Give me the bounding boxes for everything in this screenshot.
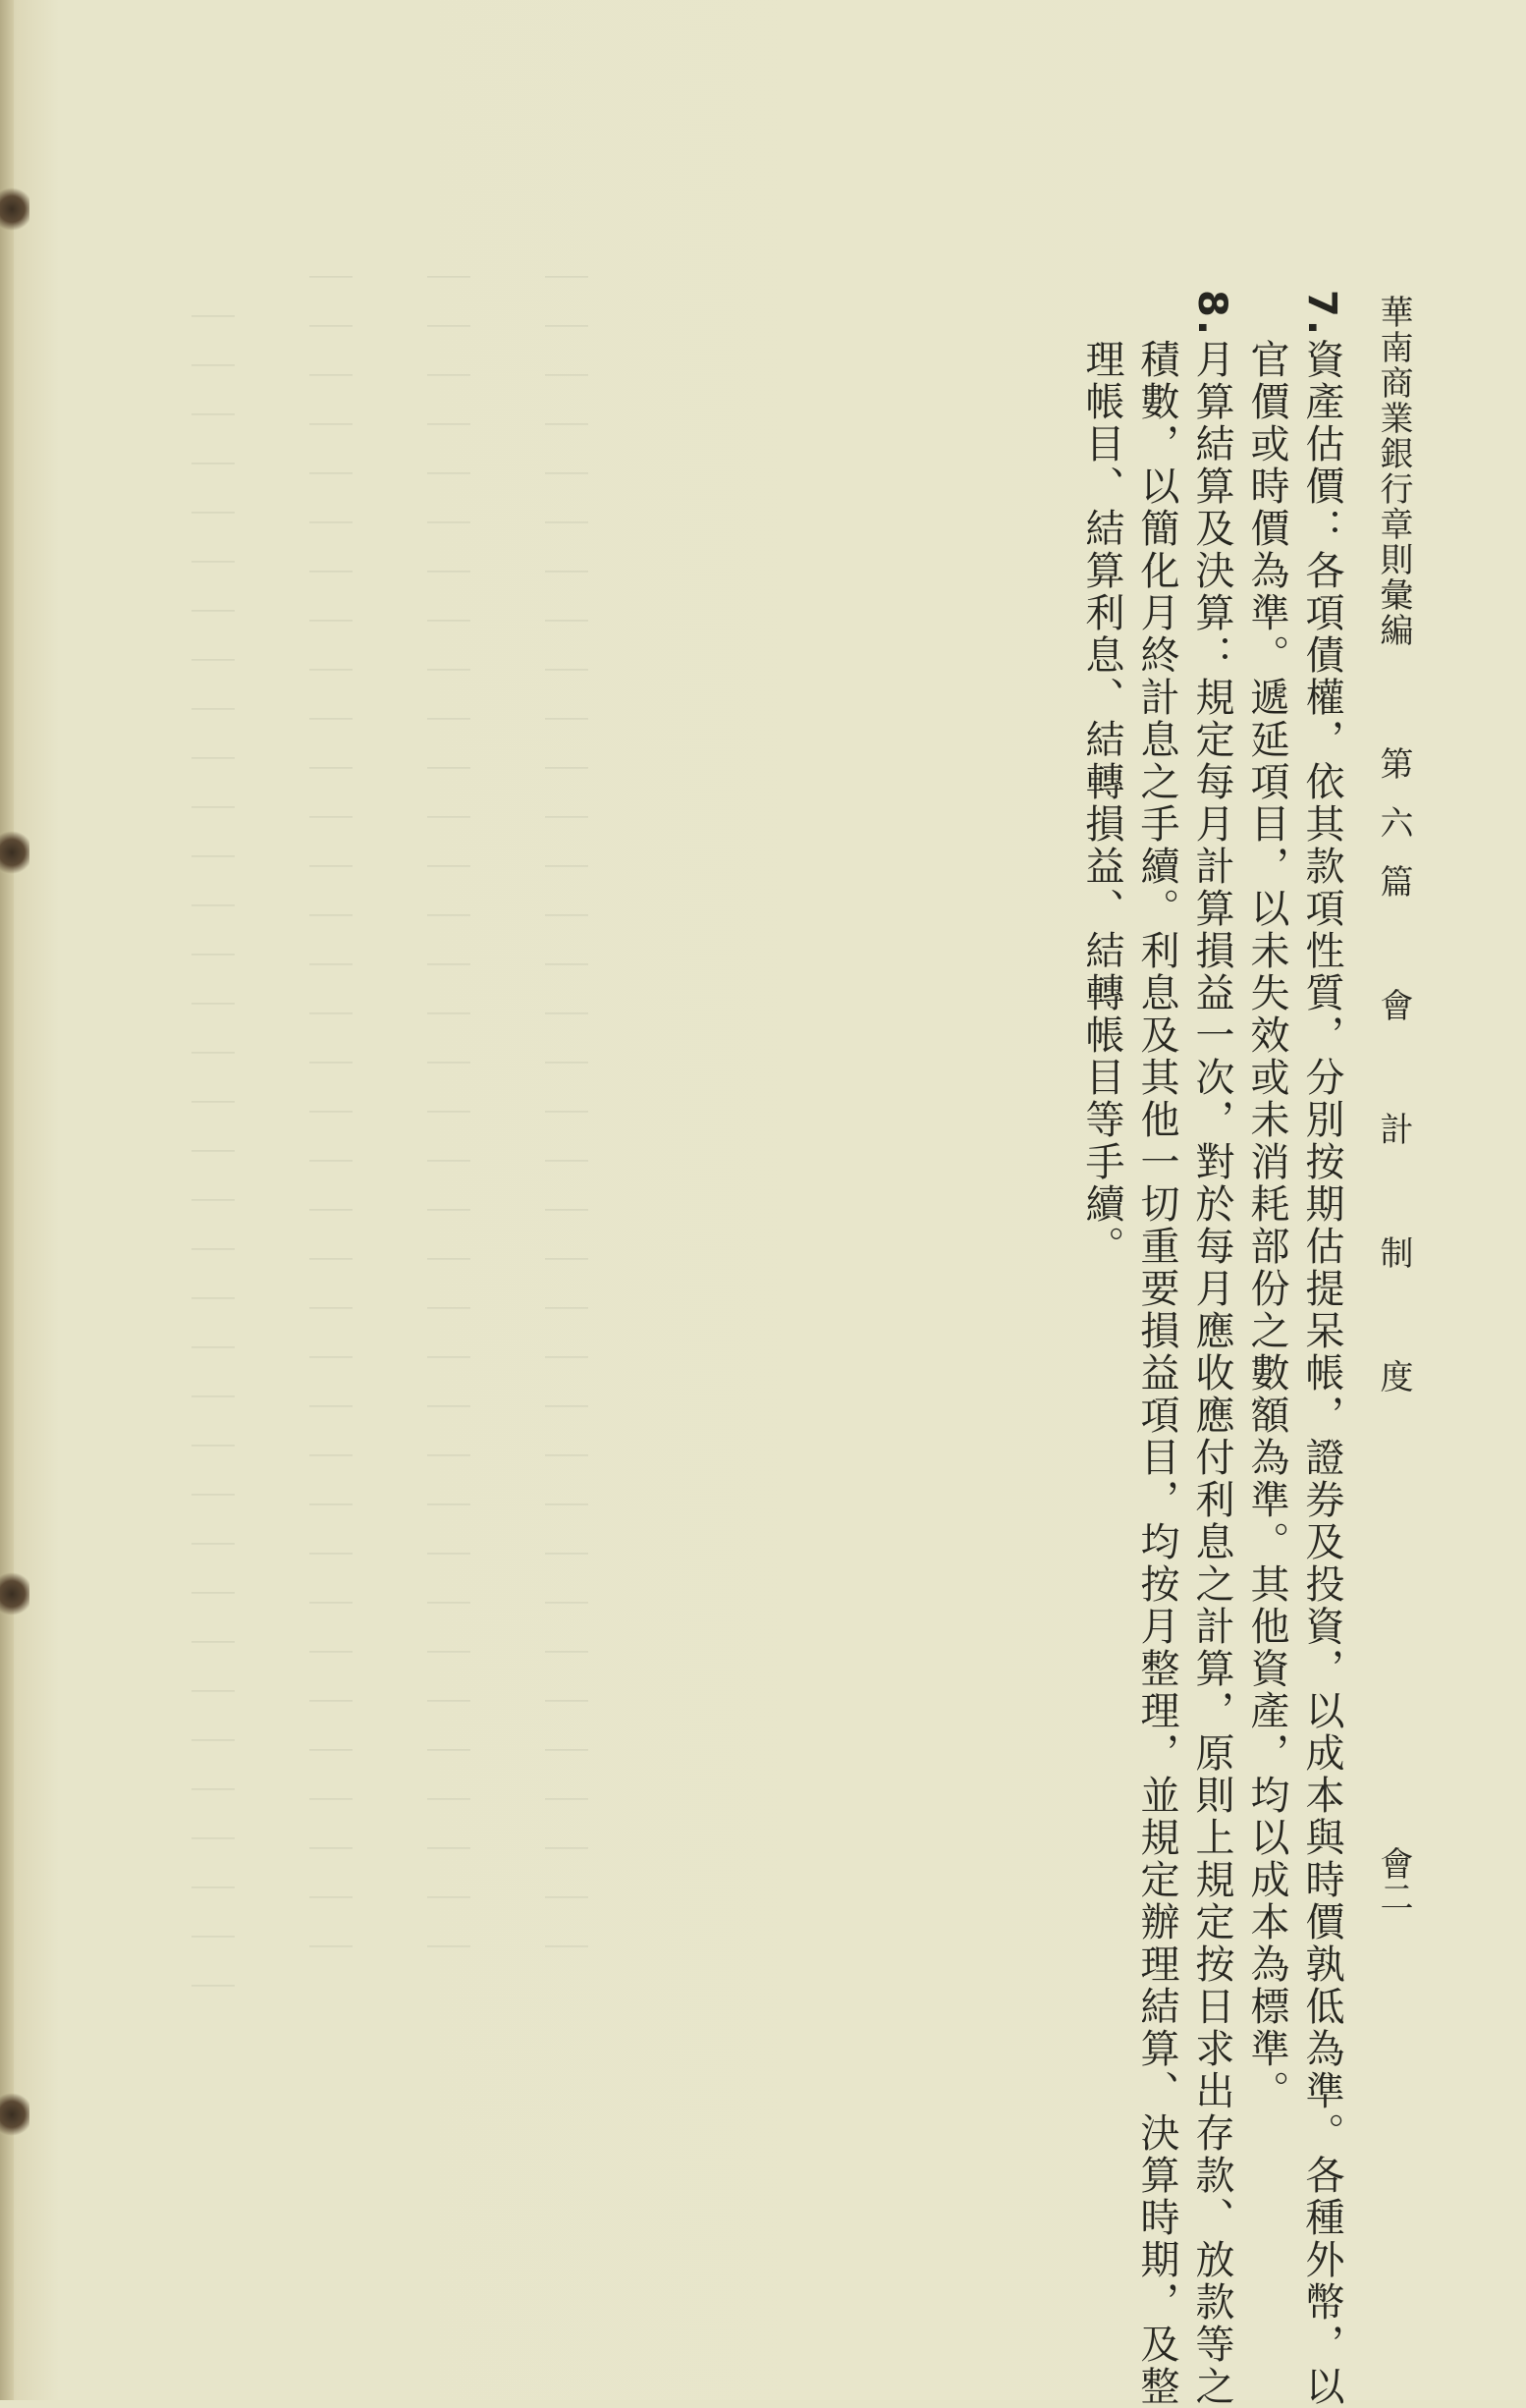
show-through-texture: ｜｜｜｜｜｜｜｜｜｜｜｜｜｜｜｜｜｜｜｜｜｜｜｜｜｜｜｜｜｜｜｜｜｜｜ [419,255,469,1974]
text-line: 積數，以簡化月終計息之手續。利息及其他一切重要損益項目，均按月整理，並規定辦理結算、決算時期，及整 [1134,339,1179,2408]
text-line: 月算結算及決算：規定每月計算損益一次，對於每月應收應付利息之計算，原則上規定按日求出存款、放款等之 [1189,339,1234,2408]
item-number: 8. [1189,290,1234,339]
show-through-texture: ｜｜｜｜｜｜｜｜｜｜｜｜｜｜｜｜｜｜｜｜｜｜｜｜｜｜｜｜｜｜｜｜｜｜｜ [184,295,234,2013]
chapter-heading: 第六篇 會 計 制 度 [1374,746,1413,1418]
binding-edge [0,0,14,2400]
show-through-texture: ｜｜｜｜｜｜｜｜｜｜｜｜｜｜｜｜｜｜｜｜｜｜｜｜｜｜｜｜｜｜｜｜｜｜｜ [301,255,352,1974]
text-line: 資產估價：各項債權，依其款項性質，分別按期估提呆帳，證券及投資，以成本與時價孰低為準。各種外幣，以 [1299,339,1344,2408]
binding-thread [0,187,29,232]
binding-thread [0,830,29,875]
item-number: 7. [1299,290,1344,339]
binding-thread [0,1571,29,1616]
book-title: 華南商業銀行章則彙編 [1374,295,1413,648]
page-number: 會二 [1374,1846,1413,1913]
show-through-texture: ｜｜｜｜｜｜｜｜｜｜｜｜｜｜｜｜｜｜｜｜｜｜｜｜｜｜｜｜｜｜｜｜｜｜｜ [537,255,587,1974]
text-line: 官價或時價為準。遞延項目，以未失效或未消耗部份之數額為準。其他資產，均以成本為標準。 [1244,339,1289,2112]
binding-thread [0,2092,29,2137]
text-line: 理帳目、結算利息、結轉損益、結轉帳目等手續。 [1079,339,1124,1268]
